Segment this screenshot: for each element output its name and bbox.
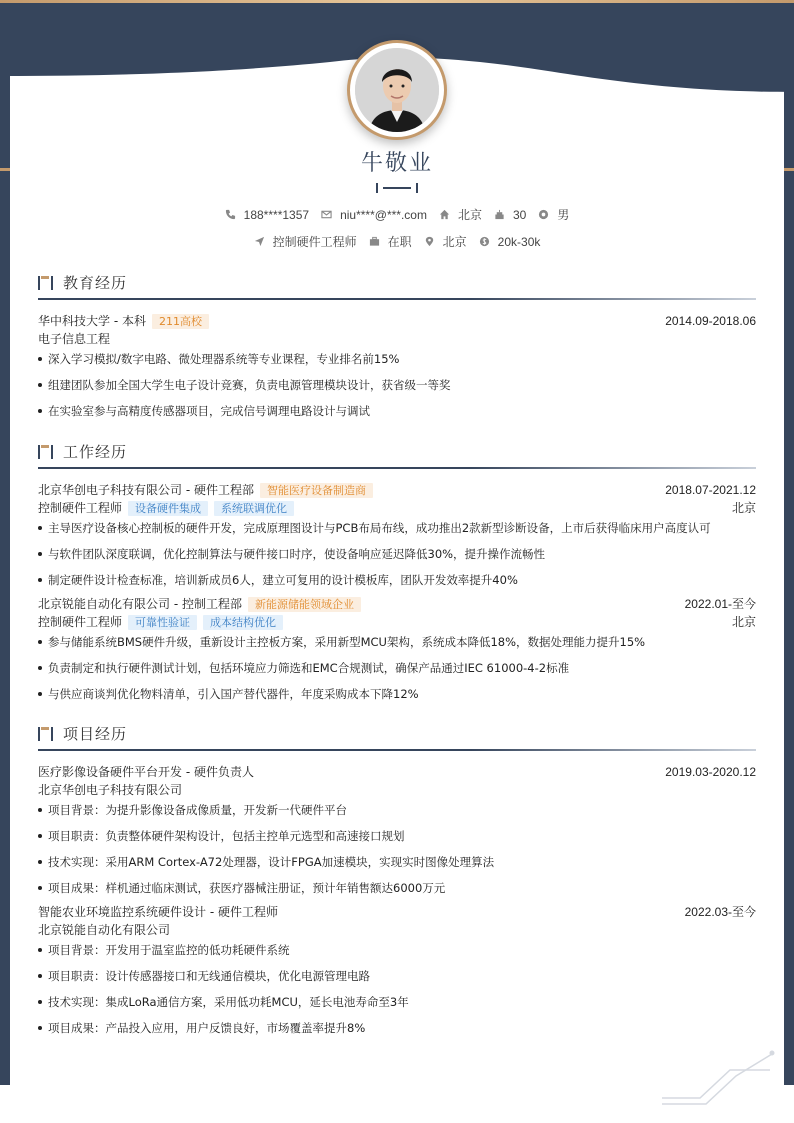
avatar	[347, 40, 447, 140]
list-item: 制定硬件设计检查标准，培训新成员6人，建立可复用的设计模板库，团队开发效率提升40%	[38, 571, 756, 589]
email-text: niu****@***.com	[340, 207, 427, 222]
list-item: 项目背景：为提升影像设备成像质量，开发新一代硬件平台	[38, 801, 756, 819]
section-header	[38, 723, 756, 753]
list-item: 与软件团队深度联调，优化控制算法与硬件接口时序，使设备响应延迟降低30%，提升操作流畅性	[38, 545, 756, 563]
skill-tag: 设备硬件集成	[128, 501, 208, 516]
list-item: 项目职责：负责整体硬件架构设计，包括主控单元选型和高速接口规划	[38, 827, 756, 845]
target-role-item	[254, 233, 357, 250]
company-tag: 新能源储能领域企业	[248, 597, 361, 612]
entry-date: 2022.01-至今	[684, 597, 756, 611]
home-icon	[439, 209, 450, 220]
position-name: 控制硬件工程师	[38, 615, 123, 629]
list-item: 项目成果：产品投入应用，用户反馈良好，市场覆盖率提升8%	[38, 1019, 756, 1037]
avatar-photo	[355, 48, 439, 132]
entry-date: 2019.03-2020.12	[665, 765, 756, 779]
skill-tag: 可靠性验证	[128, 615, 197, 630]
city-item	[439, 206, 482, 223]
project-company-row	[38, 781, 756, 799]
major-row	[38, 330, 756, 348]
list-item: 参与储能系统BMS硬件升级，重新设计主控板方案，采用新型MCU架构，系统成本降低18%，数据处理能力提升15%	[38, 633, 756, 651]
section-marker-icon	[38, 445, 54, 459]
work-entry	[38, 595, 756, 703]
gender-item	[538, 206, 569, 223]
major-name: 电子信息工程	[38, 332, 111, 346]
project-company: 北京华创电子科技有限公司	[38, 783, 183, 797]
name-divider	[376, 183, 418, 193]
list-item: 项目背景：开发用于温室监控的低功耗硬件系统	[38, 941, 756, 959]
city-text: 北京	[457, 208, 482, 222]
list-item: 项目职责：设计传感器接口和无线通信模块，优化电源管理电路	[38, 967, 756, 985]
entry-location: 北京	[731, 501, 756, 515]
education-section	[38, 272, 756, 420]
company-name: 北京华创电子科技有限公司 - 硬件工程部	[38, 483, 254, 497]
project-entry	[38, 903, 756, 1037]
list-item: 组建团队参加全国大学生电子设计竞赛，负责电源管理模块设计，获省级一等奖	[38, 376, 756, 394]
status-text: 在职	[387, 235, 412, 249]
education-entry	[38, 312, 756, 420]
section-header	[38, 272, 756, 302]
list-item: 深入学习模拟/数字电路、微处理器系统等专业课程，专业排名前15%	[38, 350, 756, 368]
section-marker-icon	[38, 727, 54, 741]
email-icon	[321, 209, 332, 220]
list-item: 项目成果：样机通过临床测试，获医疗器械注册证，预计年销售额达6000万元	[38, 879, 756, 897]
person-name: 牛敬业	[360, 151, 433, 176]
section-divider	[38, 298, 756, 300]
position-name: 控制硬件工程师	[38, 501, 123, 515]
entry-date: 2018.07-2021.12	[665, 483, 756, 497]
money-icon	[479, 236, 490, 247]
salary-item	[479, 235, 541, 249]
list-item: 与供应商谈判优化物料清单，引入国产替代器件，年度采购成本下降12%	[38, 685, 756, 703]
list-item: 负责制定和执行硬件测试计划，包括环境应力筛选和EMC合规测试，确保产品通过IEC 61000-4-2标准	[38, 659, 756, 677]
target-city-text: 北京	[442, 235, 467, 249]
gender-text: 男	[557, 208, 570, 222]
corner-decoration	[660, 1048, 780, 1108]
age-item	[494, 208, 526, 222]
project-company-row	[38, 921, 756, 939]
projects-section	[38, 723, 756, 1037]
skill-tag: 系统联调优化	[214, 501, 294, 516]
work-entry	[38, 481, 756, 589]
skill-tag: 成本结构优化	[203, 615, 283, 630]
job-intent-row	[0, 233, 794, 250]
section-divider	[38, 749, 756, 751]
phone-text: 188****1357	[243, 207, 310, 222]
list-item: 技术实现：采用ARM Cortex-A72处理器，设计FPGA加速模块，实现实时图像处理算法	[38, 853, 756, 871]
section-title: 项目经历	[63, 725, 128, 743]
position-row	[38, 613, 756, 631]
section-title: 工作经历	[63, 443, 128, 461]
company-tag: 智能医疗设备制造商	[260, 483, 373, 498]
company-name: 北京锐能自动化有限公司 - 控制工程部	[38, 597, 242, 611]
school-tag: 211高校	[152, 314, 209, 329]
position-row	[38, 499, 756, 517]
work-section	[38, 441, 756, 703]
section-marker-icon	[38, 276, 54, 290]
list-item: 技术实现：集成LoRa通信方案，采用低功耗MCU，延长电池寿命至3年	[38, 993, 756, 1011]
project-name: 医疗影像设备硬件平台开发 - 硬件负责人	[38, 765, 254, 779]
section-header	[38, 441, 756, 471]
section-title: 教育经历	[63, 274, 128, 292]
list-item: 在实验室参与高精度传感器项目，完成信号调理电路设计与调试	[38, 402, 756, 420]
salary-text: 20k-30k	[497, 234, 541, 249]
status-item	[369, 233, 412, 250]
phone-icon	[225, 209, 236, 220]
entry-header-row	[38, 595, 756, 613]
target-role-text: 控制硬件工程师	[272, 235, 357, 249]
briefcase-icon	[369, 236, 380, 247]
entry-date: 2022.03-至今	[684, 905, 756, 919]
entry-header-row	[38, 481, 756, 499]
gender-icon	[538, 209, 549, 220]
project-company: 北京锐能自动化有限公司	[38, 923, 171, 937]
cake-icon	[494, 209, 505, 220]
project-name: 智能农业环境监控系统硬件设计 - 硬件工程师	[38, 905, 278, 919]
section-divider	[38, 467, 756, 469]
entry-header-row	[38, 763, 756, 781]
age-text: 30	[512, 207, 527, 222]
location-pin-icon	[424, 236, 435, 247]
phone-item	[225, 208, 309, 222]
entry-header-row	[38, 312, 756, 330]
send-icon	[254, 236, 265, 247]
target-city-item	[424, 233, 467, 250]
entry-date: 2014.09-2018.06	[665, 314, 756, 328]
email-item	[321, 208, 427, 222]
list-item: 主导医疗设备核心控制板的硬件开发，完成原理图设计与PCB布局布线，成功推出2款新型诊断设备，上市后获得临床用户高度认可	[38, 519, 756, 537]
entry-header-row	[38, 903, 756, 921]
contact-info-row	[0, 206, 794, 223]
project-entry	[38, 763, 756, 897]
school-name: 华中科技大学 - 本科	[38, 314, 146, 328]
entry-location: 北京	[731, 615, 756, 629]
